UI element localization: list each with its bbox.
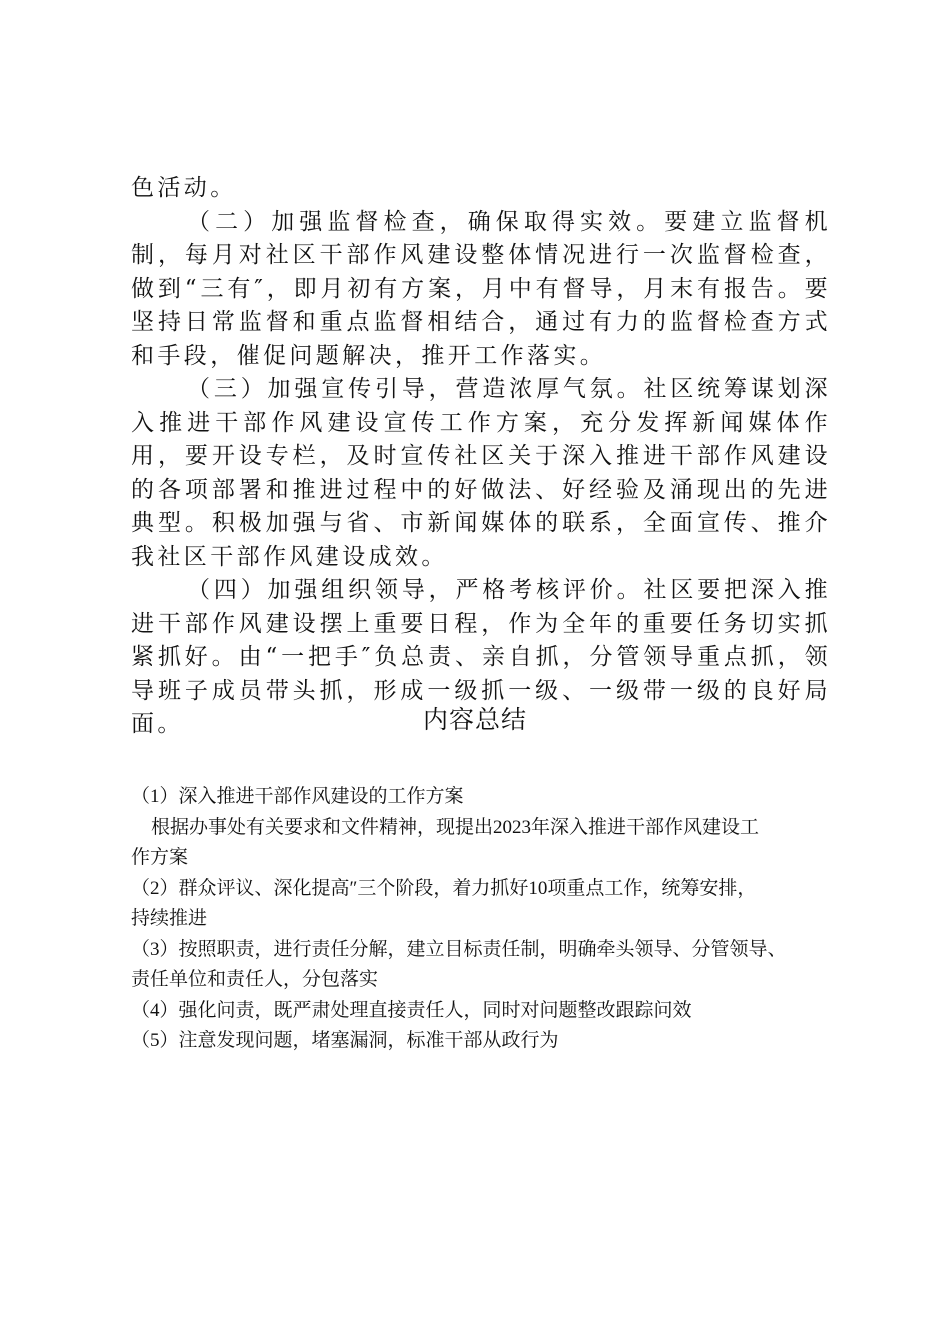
body-text xyxy=(131,172,831,742)
summary-title: 内容总结 xyxy=(422,705,527,734)
summary-item-3 xyxy=(131,935,843,996)
summary-item-5: （5）注意发现问题，堵塞漏洞，标准干部从政行为 xyxy=(131,1030,559,1051)
summary-item-1: （1）深入推进干部作风建设的工作方案 xyxy=(131,786,464,807)
paragraph-continuation: 色活动。 xyxy=(131,175,237,201)
summary-item-1-detail-cont xyxy=(131,843,843,874)
summary-item-3-line-2: 责任单位和责任人，分包落实 xyxy=(131,969,379,990)
summary-item-1-detail-line-1: 根据办事处有关要求和文件精神，现提出2023年深入推进干部作风建设工 xyxy=(151,816,760,838)
summary-item-1-detail xyxy=(131,813,843,844)
summary-list xyxy=(131,782,843,1057)
summary-item-1-detail-line-2: 作方案 xyxy=(131,847,189,868)
summary-item-3-line-1: （3）按照职责，进行责任分解，建立目标责任制，明确牵头领导、分管领导、 xyxy=(131,938,787,960)
paragraph-publicity: （三）加强宣传引导，营造浓厚气氛。社区统筹谋划深入推进干部作风建设宣传工作方案，充分发挥新闻媒体作用，要开设专栏，及时宣传社区关于深入推进干部作风建设的各项部署和推进过程中的好做法、好经验及涌现出的先进典型。积极加强与省、市新闻媒体的联系，全面宣传、推介我社区干部作风建设成效。 xyxy=(131,376,831,570)
summary-item-2 xyxy=(131,874,843,935)
summary-item-2-line-1: （2）群众评议、深化提高″三个阶段，着力抓好10项重点工作，统筹安排， xyxy=(131,877,757,899)
summary-item-2-line-2: 持续推进 xyxy=(131,908,208,929)
paragraph-supervision: （二）加强监督检查，确保取得实效。要建立监督机制，每月对社区干部作风建设整体情况进行一次监督检查，做到“三有″，即月初有方案，月中有督导，月末有报告。要坚持日常监督和重点监督相结合，通过有力的监督检查方式和手段，催促问题解决，推开工作落实。 xyxy=(131,208,831,369)
summary-item-4: （4）强化问责，既严肃处理直接责任人，同时对问题整改跟踪问效 xyxy=(131,999,692,1021)
paragraph-leadership: （四）加强组织领导，严格考核评价。社区要把深入推进干部作风建设摆上重要日程，作为全年的重要任务切实抓紧抓好。由“一把手″负总责、亲自抓，分管领导重点抓，领导班子成员带头抓，形成一级抓一级、一级带一级的良好局面。 xyxy=(131,577,831,737)
